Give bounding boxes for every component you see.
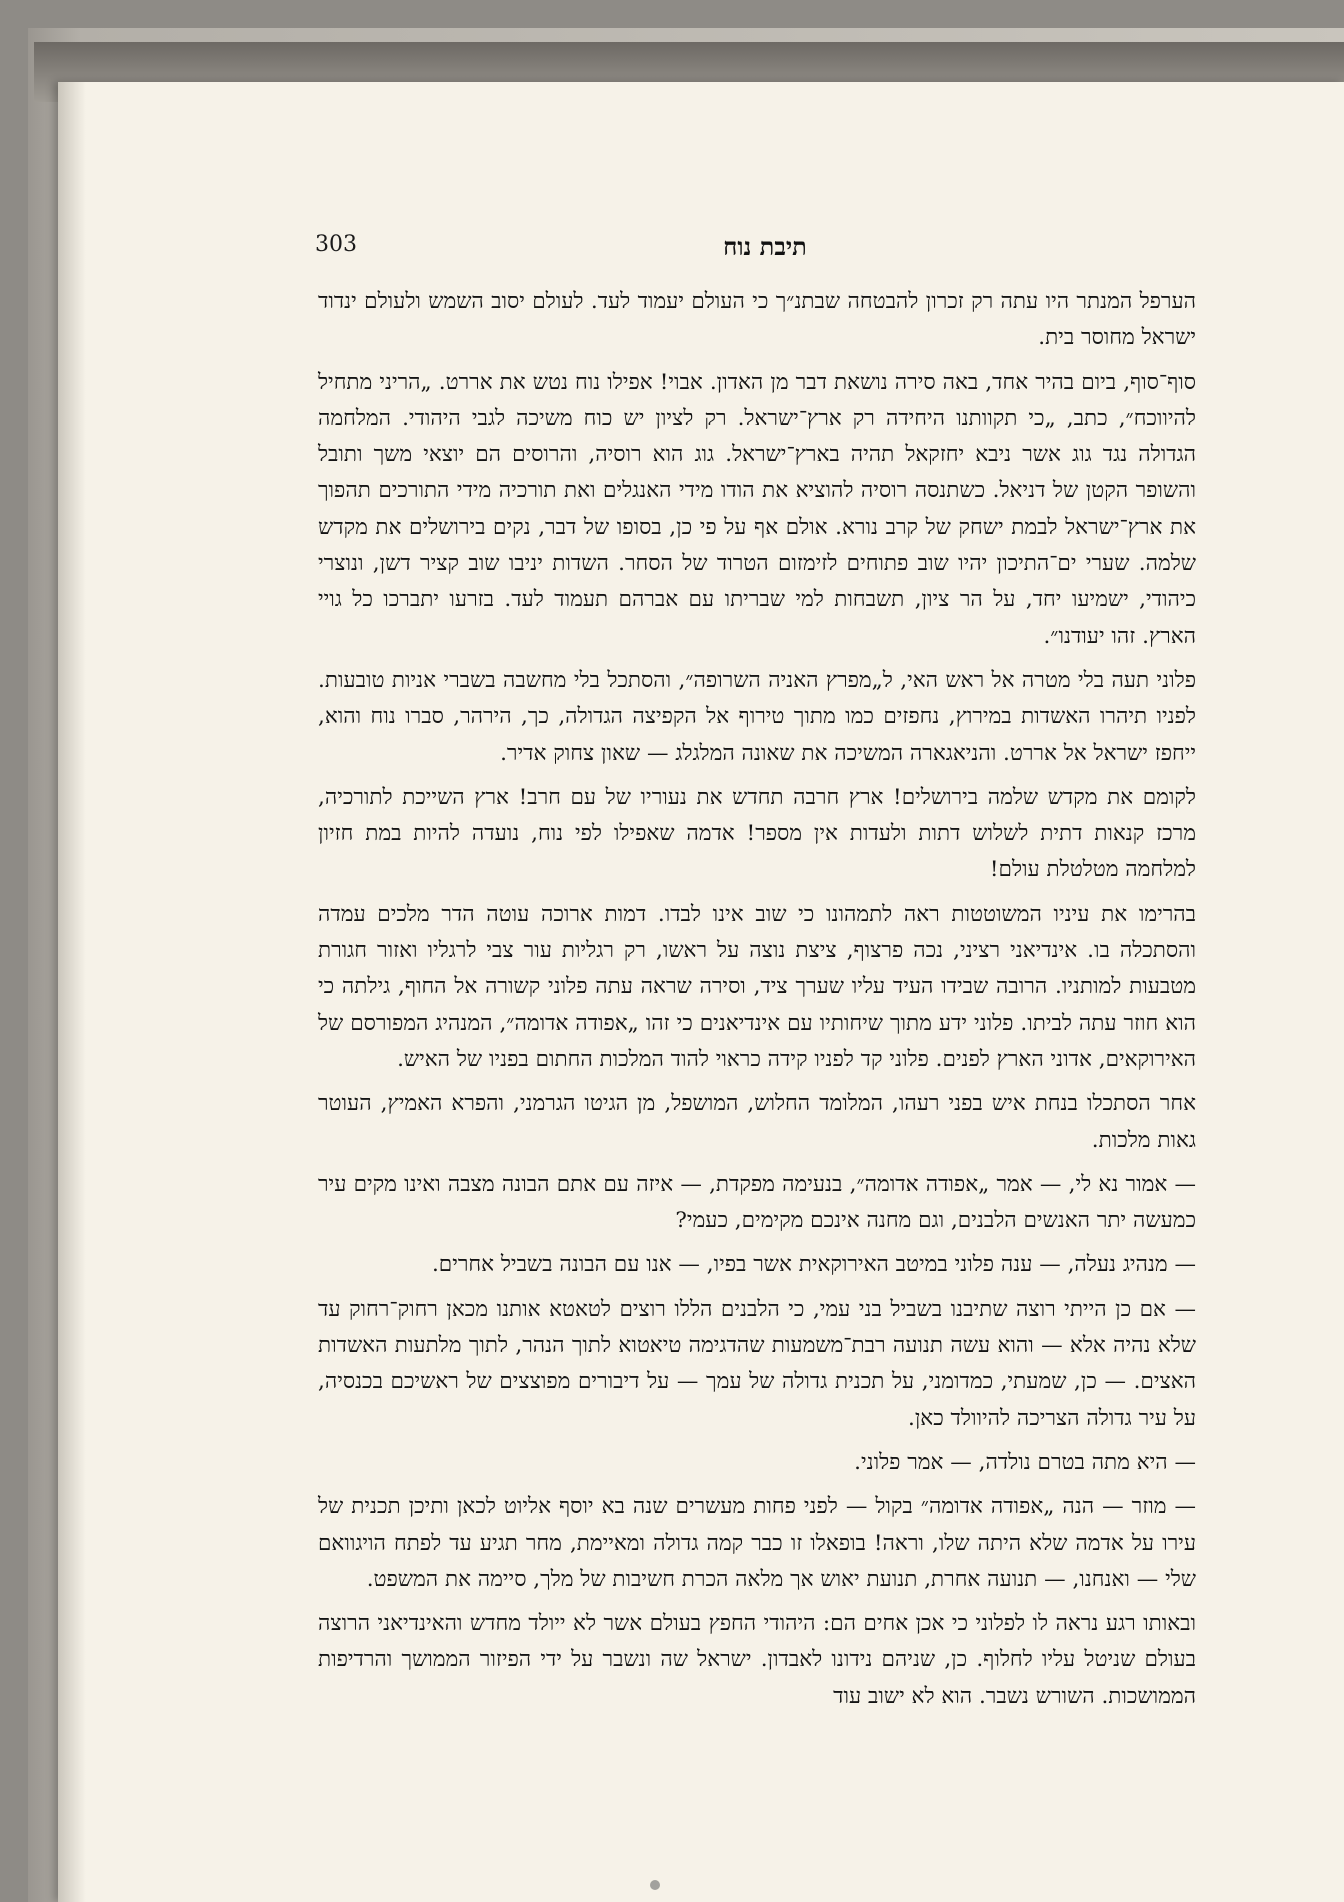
paragraph: אחר הסתכלו בנחת איש בפני רעהו, המלומד החלוש, המושפל, מן הגיטו הגרמני, והפרא האמיץ, העוטר גאות מלכות. (318, 1091, 1196, 1153)
ink-smudge (650, 1880, 660, 1890)
paragraph: סוף־סוף, ביום בהיר אחד, באה סירה נושאת דבר מן האדון. אבוי! אפילו נוח נטש את אררט. „הריני מתחיל להיווכח״, כתב, „כי תקוותנו היחידה רק ארץ־ישראל. רק לציון יש כוח משיכה לגבי היהודי. המלחמה הגדולה נגד גוג אשר ניבא יחזקאל תהיה בארץ־ישראל. גוג הוא רוסיה, והרוסים הם יוצאי משך ותובל והשופר הקטן של דניאל. כשתנסה רוסיה להוציא את הודו מידי האנגלים ואת תורכיה מידי התורכים תהפוך את ארץ־ישראל לבמת ישחק של קרב נורא. אולם אף על פי כן, בסופו של דבר, נקים בירושלים את מקדש שלמה. שערי ים־התיכון יהיו שוב פתוחים לזימזום הטרוד של הסחר. השדות יניבו שוב קציר דשן, ונוצרי כיהודי, ישמיעו יחד, על הר ציון, תשבחות למי שבריתו עם אברהם תעמוד לעד. בזרעו יתברכו כל גויי הארץ. זהו יעודנו״. (318, 369, 1197, 649)
paragraph: לקומם את מקדש שלמה בירושלים! ארץ חרבה תחדש את נעוריו של עם חרב! ארץ השייכת לתורכיה, מרכז קנאות דתית לשלוש דתות ולעדות אין מספר! אדמה שאפילו לפי נוח, נועדה להיות במת חזיון למלחמה מטלטלת עולם! (318, 784, 1196, 883)
dialogue-line: — מוזר — הנה „אפודה אדומה״ בקול — לפני פחות מעשרים שנה בא יוסף אליוט לכאן ותיכן תכנית של עירו על אדמה שלא היתה שלו, וראה! בופאלו זו כבר קמה גדולה ומאיימת, מחר תגיע עד לפתח הויגוואם שלי — ואנחנו, — תנועה אחרת, תנועת יאוש אך מלאה הכרת חשיבות של מלך, סיימה את המשפט. (318, 1494, 1196, 1592)
dialogue-line: — היא מתה בטרם נולדה, — אמר פלוני. (854, 1449, 1196, 1475)
paragraph: הערפל המנתר היו עתה רק זכרון להבטחה שבתנ״ך כי העולם יעמוד לעד. לעולם יסוב השמש ולעולם ינדוד ישראל מחוסר בית. (318, 289, 1196, 351)
body-text (318, 284, 1196, 1723)
paragraph: ובאותו רגע נראה לו לפלוני כי אכן אחים הם: היהודי החפץ בעולם אשר לא ייולד מחדש והאינדיאני הרוצה בעולם שניטל עליו לחלוף. כן, שניהם נידונו לאבדון. ישראל שה ונשבר על ידי הפיזור הממושך והרדיפות הממושכות. השורש נשבר. הוא לא ישוב עוד (318, 1611, 1196, 1709)
paragraph: בהרימו את עיניו המשוטטות ראה לתמהונו כי שוב אינו לבדו. דמות ארוכה עוטה הדר מלכים עמדה והסתכלה בו. אינדיאני רציני, נכה פרצוף, ציצת נוצה על ראשו, רק רגליות עור צבי לרגליו ואזור חגורת מטבעות למותניו. הרובה שבידו העיד עליו שערך ציד, וסירה שראה עתה פלוני קשורה אל החוף, גילתה כי הוא חוזר עתה לביתו. פלוני ידע מתוך שיחותיו עם אינדיאנים כי זהו „אפודה אדומה״, המנהיג המפורסם של האירוקאים, אדוני הארץ לפנים. פלוני קד לפניו קידה כראוי להוד המלכות החתום בפניו של האיש. (318, 901, 1196, 1072)
dialogue-line: — אם כן הייתי רוצה שתיבנו בשביל בני עמי, כי הלבנים הללו רוצים לטאטא אותנו מכאן רחוק־רחוק עד שלא נהיה אלא — והוא עשה תנועה רבת־משמעות שהדגימה טיאטוא לתוך הנהר, לתוך מלתעות האשדות האצים. — כן, שמעתי, כמדומני, על תכנית גדולה של עמך — על דיבורים מפוצצים של ראשיכם בכנסיה, על עיר גדולה הצריכה להיוולד כאן. (318, 1296, 1196, 1431)
running-head (310, 232, 1210, 266)
running-title: תיבת נוח (723, 232, 807, 261)
dialogue-line: — מנהיג נעלה, — ענה פלוני במיטב האירוקאית אשר בפיו, — אנו עם הבונה בשביל אחרים. (431, 1252, 1196, 1278)
dialogue-line: — אמור נא לי, — אמר „אפודה אדומה״, בנעימה מפקדת, — איזה עם אתם הבונה מצבה ואינו מקים עיר כמעשה יתר האנשים הלבנים, וגם מחנה אינכם מקימים, כעמי? (318, 1171, 1196, 1234)
page-number: 303 (315, 232, 357, 257)
paragraph: פלוני תעה בלי מטרה אל ראש האי, ל„מפרץ האניה השרופה״, והסתכל בלי מחשבה בשברי אניות טובעות. לפניו תיהרו האשדות במירוץ, נחפזים כמו מתוך טירוף אל הקפיצה הגדולה, כך, הירהר, סברו נוח והוא, ייחפז ישראל אל אררט. והניאגארה המשיכה את שאונה המלגלג — שאון צחוק אדיר. (318, 667, 1196, 766)
